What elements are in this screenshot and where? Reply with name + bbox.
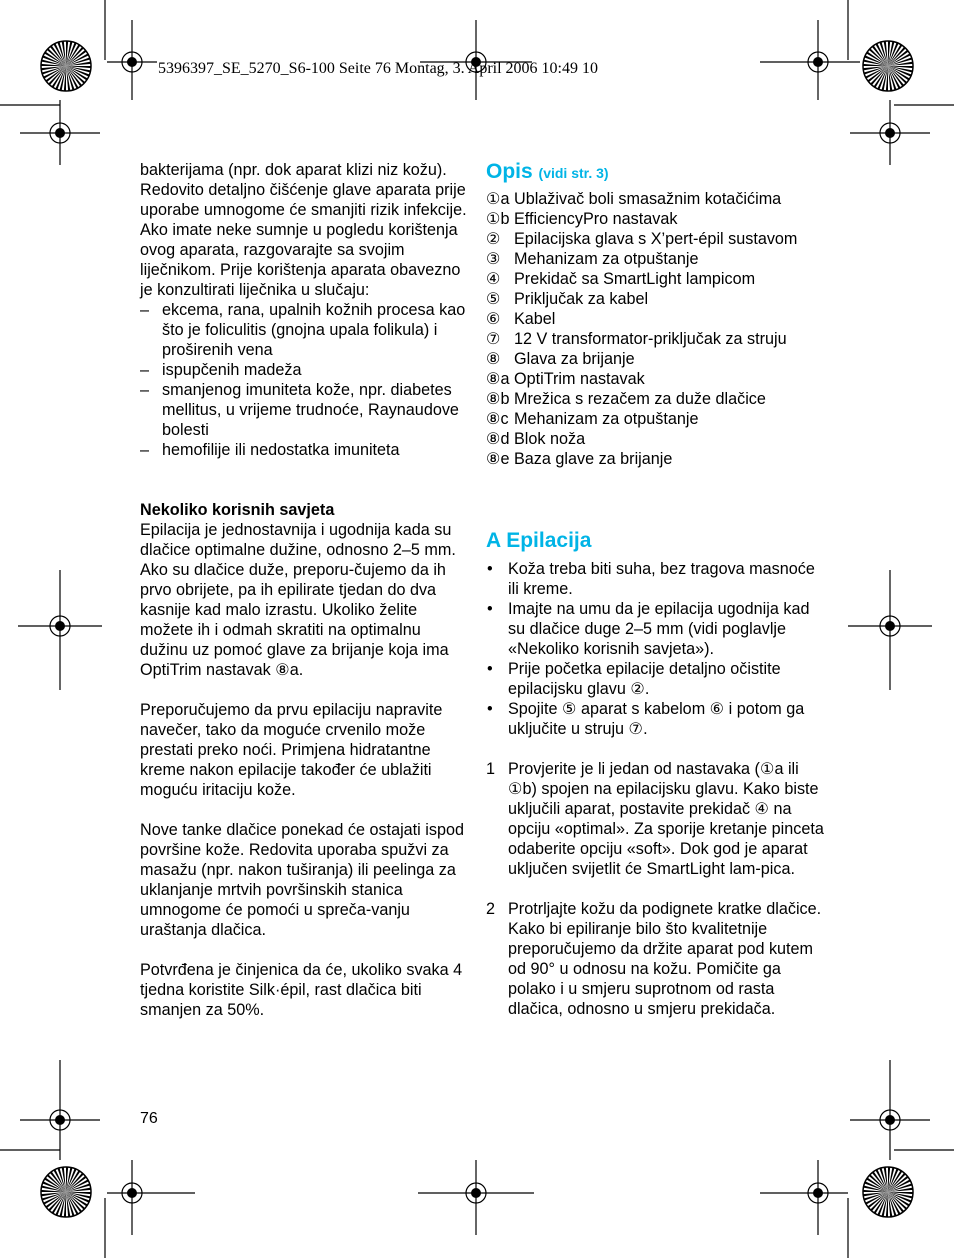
list-item: • Prije početka epilacije detaljno očistite epilacijsku glavu ②. (486, 659, 826, 699)
starburst-ray (888, 66, 913, 68)
starburst-ray (66, 1167, 68, 1192)
opis-subtitle: (vidi str. 3) (538, 165, 609, 181)
starburst-ray (863, 64, 888, 66)
part-label: 12 V transformator-priključak za struju (514, 330, 787, 348)
part-ref: ④ (486, 270, 501, 288)
starburst-ray (886, 1192, 888, 1217)
part-item (486, 229, 826, 249)
part-ref: ⑧b (486, 390, 510, 408)
part-ref: ①a (486, 190, 510, 208)
step-number: 1 (486, 760, 496, 778)
list-item: – ispupčenih madeža (140, 360, 470, 380)
part-ref: ⑧c (486, 410, 509, 428)
starburst-ray (888, 41, 890, 66)
starburst-ray (66, 41, 68, 66)
conditions-list (140, 300, 470, 460)
preparation-list (486, 559, 826, 739)
part-item (486, 209, 826, 229)
step-item (486, 899, 826, 1019)
list-item: – ekcema, rana, upalnih kožnih procesa kao što je foliculitis (gnojna upala folikula) i proširenih vena (140, 300, 470, 360)
starburst-ray (888, 1167, 890, 1192)
starburst-ray (886, 66, 888, 91)
starburst-ray (64, 66, 66, 91)
part-item (486, 249, 826, 269)
parts-list (486, 189, 826, 469)
tips-paragraph: Epilacija je jednostavnija i ugodnija kada su dlačice optimalne dužine, odnosno 2–5 mm. Ako su dlačice duže, preporu-čujemo da ih prvo obrijete, pa ih epilirate tjedan do dva kasnije kad malo izrastu. Ukoliko želite možete ih i odmah skratiti na optimalnu dužinu uz pomoć glave za brijanje koja ima OptiTrim nastavak ⑧a. (140, 521, 456, 679)
part-ref: ⑥ (486, 310, 501, 328)
part-item (486, 269, 826, 289)
part-item (486, 449, 826, 469)
part-item (486, 389, 826, 409)
part-ref: ⑧e (486, 450, 510, 468)
part-item (486, 289, 826, 309)
left-column (140, 160, 470, 1020)
part-ref: ⑧ (486, 350, 501, 368)
part-label: Mehanizam za otpuštanje (514, 250, 699, 268)
list-item: – hemofilije ili nedostatka imuniteta (140, 440, 470, 460)
part-ref: ⑧d (486, 430, 510, 448)
page-number: 76 (140, 1110, 158, 1127)
opis-heading (486, 160, 826, 185)
list-item: • Koža treba biti suha, bez tragova masnoće ili kreme. (486, 559, 826, 599)
part-label: Mrežica s rezačem za duže dlačice (514, 390, 766, 408)
part-ref: ⑦ (486, 330, 501, 348)
starburst-ray (41, 1190, 66, 1192)
part-item (486, 329, 826, 349)
part-ref: ①b (486, 210, 510, 228)
advice-paragraph: Ako imate neke sumnje u pogledu korištenja ovog aparata, razgovarajte sa svojim liječnikom. Prije korištenja aparata obavezno je konzultirati liječnika u slučaju: (140, 221, 461, 299)
list-item: – smanjenog imuniteta kože, npr. diabetes mellitus, u vrijeme trudnoće, Raynaudove bolesti (140, 380, 470, 440)
tips-paragraph: Nove tanke dlačice ponekad će ostajati ispod površine kože. Redovita uporaba spužvi za masažu (npr. nakon tuširanja) ili peelinga za uklanjanje mrtvih površinskih stanica umnogome će pomoći u spreča-vanju uraštanja dlačica. (140, 821, 464, 939)
starburst-ray (41, 64, 66, 66)
opis-title: Opis (486, 160, 533, 183)
starburst-ray (888, 1192, 913, 1194)
part-label: Mehanizam za otpuštanje (514, 410, 699, 428)
part-label: Priključak za kabel (514, 290, 649, 308)
part-label: OptiTrim nastavak (514, 370, 645, 388)
epilation-heading: A Epilacija (486, 529, 592, 552)
step-number: 2 (486, 900, 496, 918)
list-item: • Spojite ⑤ aparat s kabelom ⑥ i potom ga uključite u struju ⑦. (486, 699, 826, 739)
right-column (486, 160, 826, 1019)
part-label: Blok noža (514, 430, 586, 448)
part-ref: ⑧a (486, 370, 510, 388)
part-ref: ⑤ (486, 290, 501, 308)
part-label: EfficiencyPro nastavak (514, 210, 678, 228)
tips-paragraph: Preporučujemo da prvu epilaciju napravite navečer, tako da moguće crvenilo može prestati preko noći. Primjena hidratantne kreme nakon epilacije također će ublažiti moguću iritaciju kože. (140, 701, 443, 799)
part-label: Glava za brijanje (514, 350, 635, 368)
steps-list (486, 759, 826, 1019)
intro-paragraph: bakterijama (npr. dok aparat klizi niz kožu). Redovito detaljno čišćenje glave aparata prije uporabe umnogome će smanjiti rizik infekcije. (140, 161, 467, 219)
part-item (486, 369, 826, 389)
starburst-ray (66, 66, 91, 68)
part-ref: ③ (486, 250, 501, 268)
step-text: Protrljajte kožu da podignete kratke dlačice. Kako bi epiliranje bilo što kvalitetnije preporučujemo da držite aparat pod kutem od 90° u odnosu na kožu. Pomičite ga polako i u smjeru suprotnom od rasta dlačica, odnosno u smjeru prekidača. (508, 900, 822, 1018)
list-item: • Imajte na umu da je epilacija ugodnija kad su dlačice duge 2–5 mm (vidi poglavlje «Nekoliko korisnih savjeta»). (486, 599, 826, 659)
part-label: Epilacijska glava s X’pert-épil sustavom (514, 230, 798, 248)
starburst-ray (64, 1192, 66, 1217)
starburst-ray (66, 1192, 91, 1194)
part-item (486, 309, 826, 329)
part-label: Ublaživač boli smasažnim kotačićima (514, 190, 782, 208)
part-item (486, 189, 826, 209)
starburst-ray (863, 1190, 888, 1192)
part-item (486, 429, 826, 449)
tips-paragraph: Potvrđena je činjenica da će, ukoliko svaka 4 tjedna koristite Silk·épil, rast dlačica biti smanjen za 50%. (140, 961, 463, 1019)
tips-heading: Nekoliko korisnih savjeta (140, 501, 335, 519)
part-item (486, 349, 826, 369)
print-slug: 5396397_SE_5270_S6-100 Seite 76 Montag, 3. April 2006 10:49 10 (158, 60, 598, 77)
part-label: Prekidač sa SmartLight lampicom (514, 270, 756, 288)
part-ref: ② (486, 230, 501, 248)
part-label: Kabel (514, 310, 556, 328)
part-item (486, 409, 826, 429)
part-label: Baza glave za brijanje (514, 450, 673, 468)
step-item (486, 759, 826, 879)
step-text: Provjerite je li jedan od nastavaka (①a ili ①b) spojen na epilacijsku glavu. Kako biste uključili aparat, postavite prekidač ④ na opciju «optimal». Za sporije kretanje pinceta odaberite opciju «soft». Dok god je aparat uključen svijetlit će SmartLight lam-pica. (508, 760, 824, 878)
